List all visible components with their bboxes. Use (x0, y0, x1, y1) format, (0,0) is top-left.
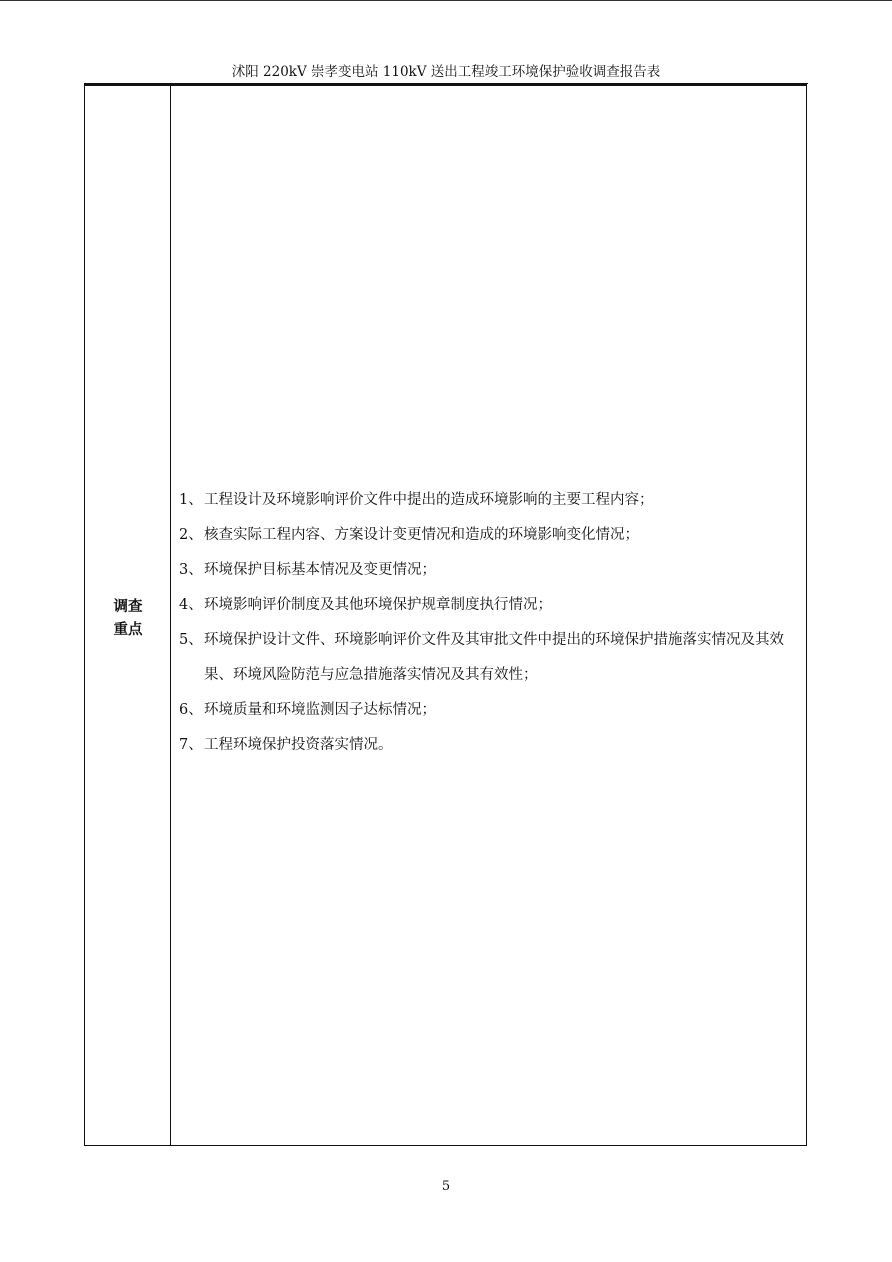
list-item (179, 518, 799, 553)
row-label-cell (85, 86, 171, 1145)
item-text: 工程环境保护投资落实情况。 (204, 737, 393, 753)
row-label-line-2: 重点 (113, 622, 143, 638)
row-label-line-1: 调查 (113, 599, 143, 615)
item-number: 1、 (179, 492, 203, 508)
item-text: 核查实际工程内容、方案设计变更情况和造成的环境影响变化情况； (204, 527, 639, 543)
item-text: 工程设计及环境影响评价文件中提出的造成环境影响的主要工程内容； (204, 492, 654, 508)
row-label (85, 596, 171, 642)
item-number: 5、 (179, 632, 203, 648)
list-item (179, 588, 799, 623)
item-number: 7、 (179, 737, 203, 753)
row-content-cell (171, 86, 806, 1145)
survey-focus-list (179, 483, 799, 763)
item-text: 环境质量和环境监测因子达标情况； (204, 702, 436, 718)
item-number: 3、 (179, 562, 203, 578)
list-item (179, 693, 799, 728)
item-number: 6、 (179, 702, 203, 718)
item-number: 4、 (179, 597, 203, 613)
list-item (179, 728, 799, 763)
item-text: 环境保护设计文件、环境影响评价文件及其审批文件中提出的环境保护措施落实情况及其效果、环境风险防范与应急措施落实情况及其有效性； (204, 632, 784, 683)
list-item (179, 483, 799, 518)
top-border (0, 0, 892, 1)
item-text: 环境保护目标基本情况及变更情况； (204, 562, 436, 578)
survey-table (84, 84, 807, 1146)
item-text: 环境影响评价制度及其他环境保护规章制度执行情况； (204, 597, 552, 613)
page-number: 5 (441, 1179, 451, 1194)
item-number: 2、 (179, 527, 203, 543)
list-item (179, 623, 799, 693)
list-item (179, 553, 799, 588)
page-header: 沭阳 220kV 崇孝变电站 110kV 送出工程竣工环境保护验收调查报告表 (231, 64, 661, 80)
